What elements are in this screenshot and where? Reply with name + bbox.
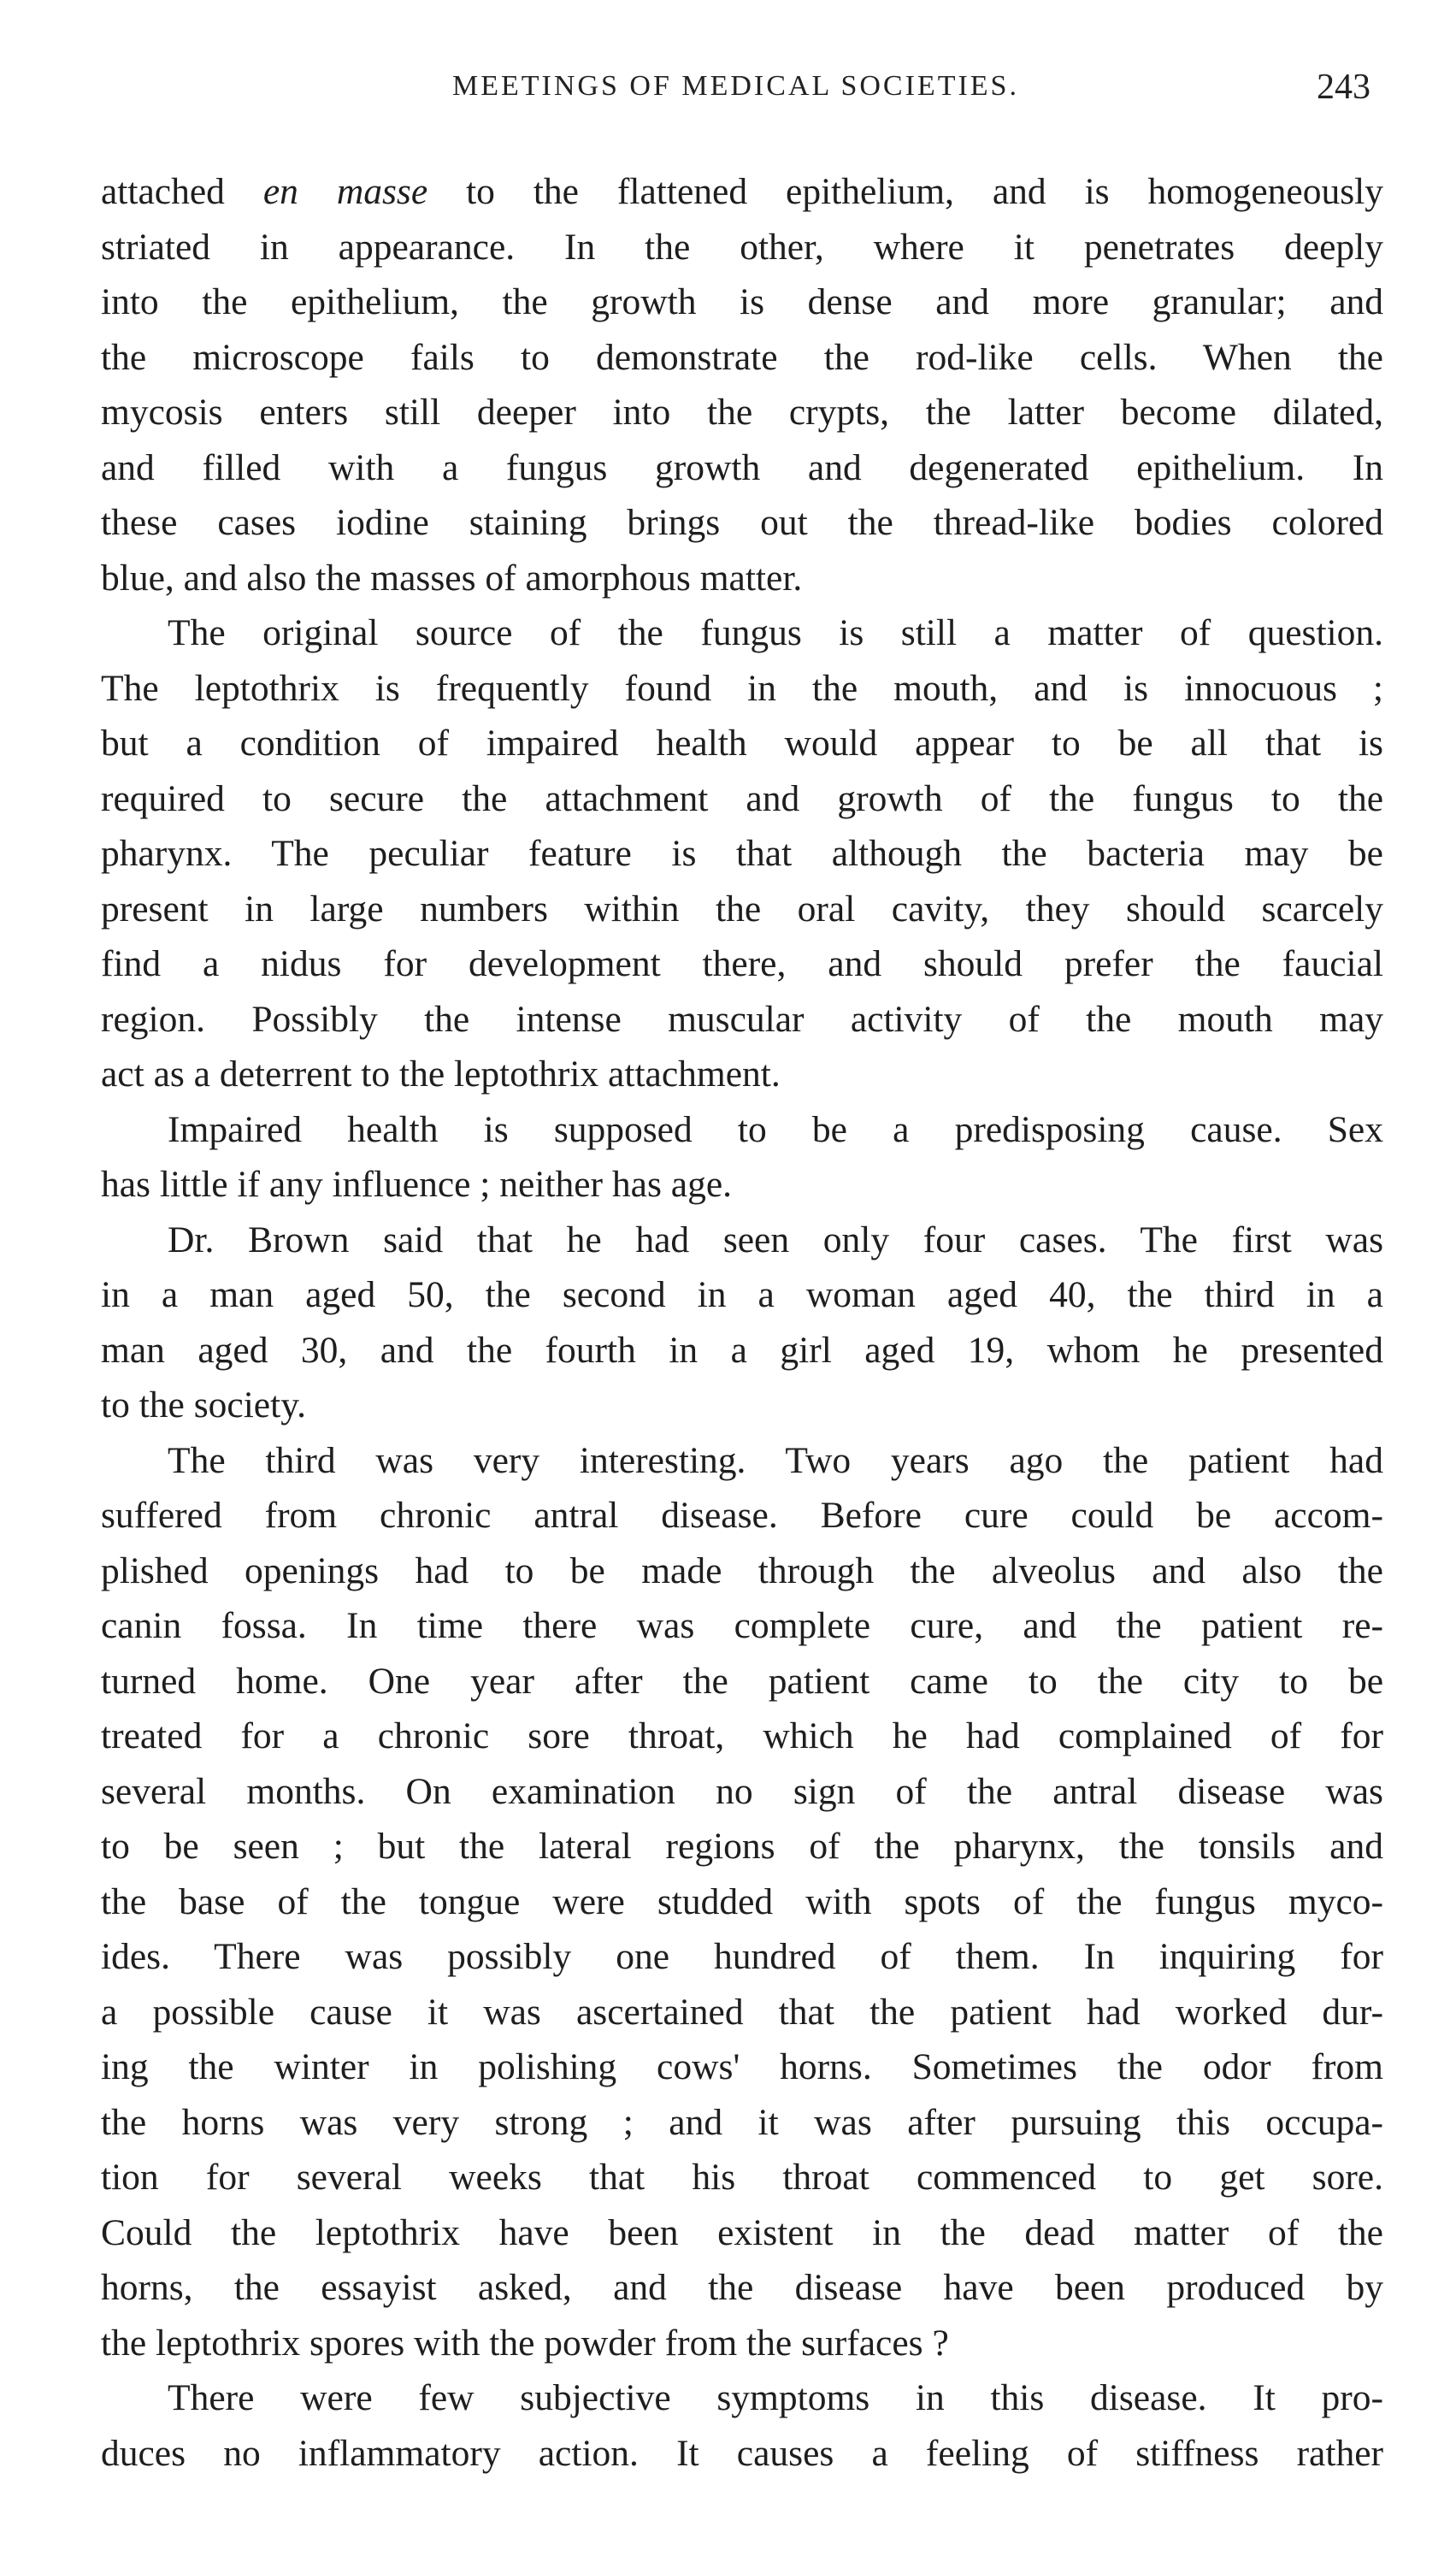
text-line (101, 1709, 1383, 1764)
line-text: man aged 30, and the fourth in a girl aged 19, whom he presented (101, 1329, 1383, 1371)
foreign-phrase: en masse (262, 171, 428, 212)
text-line (101, 2316, 1383, 2371)
text-line (101, 992, 1383, 1048)
line-text: blue, and also the masses of amorphous matter. (101, 557, 803, 599)
text-line (101, 164, 1383, 220)
text-line (101, 771, 1383, 827)
line-text: the leptothrix spores with the powder from the surfaces ? (101, 2322, 949, 2364)
line-text: a possible cause it was ascertained that the patient had worked dur- (101, 1991, 1383, 2033)
line-text: turned home. One year after the patient came to the city to be (101, 1660, 1383, 1702)
text-line (101, 1985, 1383, 2040)
text-line (101, 330, 1383, 386)
line-text: attached (101, 171, 263, 212)
paragraph (101, 1102, 1383, 1213)
text-line (101, 2205, 1383, 2261)
line-text: to the society. (101, 1384, 306, 1426)
text-line (101, 1047, 1383, 1102)
text-line (101, 1213, 1383, 1268)
line-text: ing the winter in polishing cows' horns. Sometimes the odor from (101, 2046, 1383, 2087)
body-text (101, 164, 1383, 2481)
text-line (101, 1874, 1383, 1930)
paragraph (101, 1213, 1383, 1433)
text-line (101, 1488, 1383, 1544)
line-text: act as a deterrent to the leptothrix attachment. (101, 1054, 781, 1095)
line-text: ides. There was possibly one hundred of them. In inquiring for (101, 1936, 1383, 1977)
paragraph (101, 605, 1383, 1102)
running-head (101, 70, 1371, 121)
text-line (101, 2260, 1383, 2316)
line-text: pharynx. The peculiar feature is that although the bacteria may be (101, 833, 1383, 874)
text-line (101, 661, 1383, 717)
line-text: The leptothrix is frequently found in the mouth, and is innocuous ; (101, 667, 1383, 709)
line-text: suffered from chronic antral disease. Before cure could be accom- (101, 1495, 1383, 1536)
line-text: and filled with a fungus growth and degenerated epithelium. In (101, 446, 1383, 488)
line-text: region. Possibly the intense muscular activity of the mouth may (101, 998, 1383, 1040)
text-line (101, 1102, 1383, 1158)
text-line (101, 2095, 1383, 2151)
line-text: required to secure the attachment and growth of the fungus to the (101, 777, 1383, 819)
line-text: treated for a chronic sore throat, which he had complained of for (101, 1715, 1383, 1756)
page-number: 243 (1317, 68, 1371, 107)
text-line (101, 1157, 1383, 1213)
text-line (101, 1433, 1383, 1489)
text-line (101, 1598, 1383, 1654)
text-line (101, 2426, 1383, 2482)
line-text: several months. On examination no sign of the antral disease was (101, 1770, 1383, 1812)
line-text: horns, the essayist asked, and the disease have been produced by (101, 2267, 1383, 2308)
text-line (101, 1654, 1383, 1709)
text-line (101, 1323, 1383, 1378)
line-text: has little if any influence ; neither has age. (101, 1164, 733, 1205)
text-line (101, 274, 1383, 330)
text-line (101, 1929, 1383, 1985)
line-text: the microscope fails to demonstrate the rod-like cells. When the (101, 336, 1383, 378)
line-text: present in large numbers within the oral cavity, they should scarcely (101, 888, 1383, 930)
line-text: Impaired health is supposed to be a predisposing cause. Sex (168, 1108, 1383, 1150)
text-line (101, 1819, 1383, 1874)
line-text: but a condition of impaired health would appear to be all that is (101, 723, 1383, 764)
text-line (101, 1764, 1383, 1820)
text-line (101, 605, 1383, 661)
text-line (101, 440, 1383, 496)
text-line (101, 936, 1383, 992)
text-line (101, 2150, 1383, 2205)
text-line (101, 495, 1383, 551)
text-line (101, 385, 1383, 440)
line-text: striated in appearance. In the other, where it penetrates deeply (101, 226, 1383, 268)
paragraph (101, 164, 1383, 605)
line-text: into the epithelium, the growth is dense and more granular; and (101, 281, 1383, 322)
line-text: The original source of the fungus is still a matter of question. (168, 612, 1383, 653)
text-line (101, 1544, 1383, 1599)
text-line (101, 826, 1383, 882)
line-text: the horns was very strong ; and it was after pursuing this occupa- (101, 2101, 1383, 2143)
line-text: to be seen ; but the lateral regions of the pharynx, the tonsils and (101, 1826, 1383, 1867)
text-line (101, 2370, 1383, 2426)
text-line (101, 1378, 1383, 1433)
line-text: plished openings had to be made through the alveolus and also the (101, 1549, 1383, 1591)
text-line (101, 1267, 1383, 1323)
line-text: find a nidus for development there, and should prefer the faucial (101, 943, 1383, 984)
line-text: to the flattened epithelium, and is homogeneously (427, 171, 1383, 212)
paragraph (101, 2370, 1383, 2481)
line-text: Dr. Brown said that he had seen only four cases. The first was (168, 1219, 1383, 1260)
line-text: the base of the tongue were studded with spots of the fungus myco- (101, 1880, 1383, 1922)
line-text: Could the leptothrix have been existent in the dead matter of the (101, 2211, 1383, 2253)
line-text: these cases iodine staining brings out the thread-like bodies colored (101, 502, 1383, 543)
line-text: There were few subjective symptoms in this disease. It pro- (168, 2377, 1383, 2418)
line-text: canin fossa. In time there was complete cure, and the patient re- (101, 1605, 1383, 1646)
line-text: mycosis enters still deeper into the crypts, the latter become dilated, (101, 392, 1383, 433)
paragraph (101, 1433, 1383, 2371)
line-text: duces no inflammatory action. It causes a feeling of stiffness rather (101, 2432, 1383, 2474)
text-line (101, 2039, 1383, 2095)
text-line (101, 882, 1383, 937)
line-text: tion for several weeks that his throat commenced to get sore. (101, 2157, 1383, 2198)
line-text: in a man aged 50, the second in a woman aged 40, the third in a (101, 1274, 1383, 1315)
text-line (101, 716, 1383, 771)
line-text: The third was very interesting. Two years ago the patient had (168, 1439, 1383, 1481)
text-line (101, 220, 1383, 275)
running-title: MEETINGS OF MEDICAL SOCIETIES. (452, 70, 1019, 102)
text-line (101, 551, 1383, 606)
